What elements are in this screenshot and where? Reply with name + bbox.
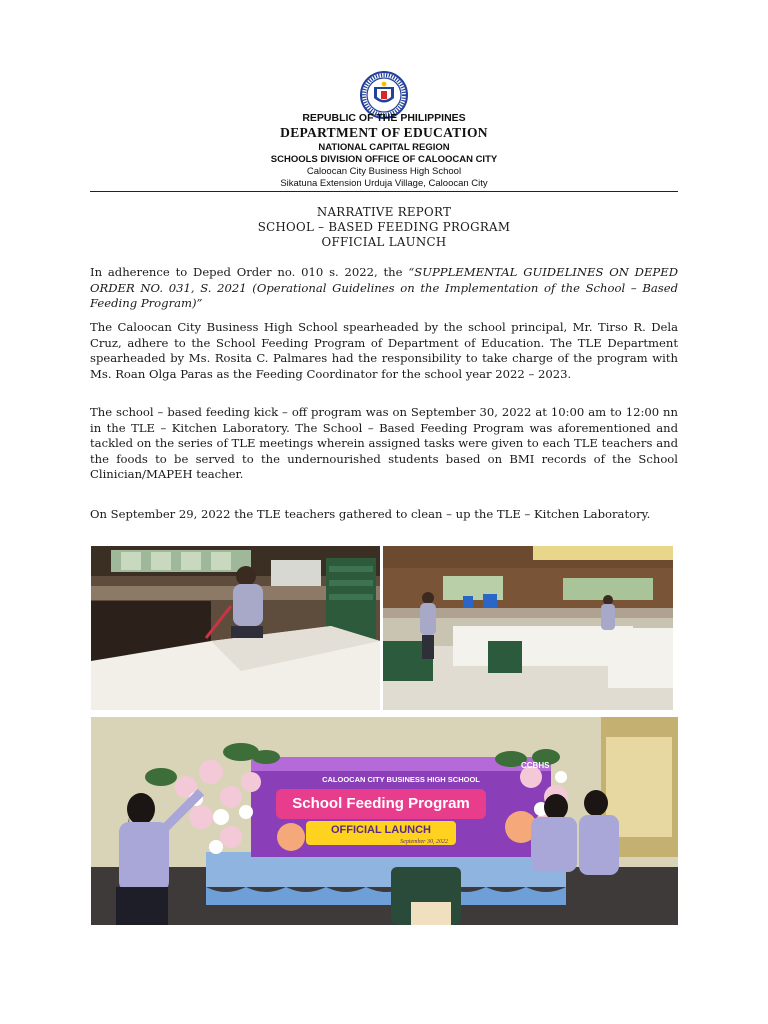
banner-date: September 30, 2022 [400, 839, 448, 845]
paragraph-cleanup: On September 29, 2022 the TLE teachers gathered to clean – up the TLE – Kitchen Laboratory. [90, 507, 651, 521]
banner-badge: CCBHS [521, 761, 550, 770]
letterhead-school: Caloocan City Business High School [306, 166, 462, 177]
paragraph-intro-guidelines: “SUPPLEMENTAL GUIDELINES ON DEPED ORDER NO. 031, S. 2021 (Operational Guidelines on the Implementation of the School – Based Feeding Program)” [90, 265, 678, 310]
photo-kitchen-lab [383, 546, 673, 710]
banner-launch-label: OFFICIAL LAUNCH [330, 824, 431, 836]
paragraph-leadership: The Caloocan City Business High School spearheaded by the school principal, Mr. Tirso R. Dela Cruz, adhere to the School Feeding Program of Department of Education. The TLE Department spearheaded by Ms. Rosita C. Palmares had the responsibility to take charge of the program with Ms. Roan Olga Paras as the Feeding Coordinator for the school year 2022 – 2023. [90, 320, 678, 381]
report-title: NARRATIVE REPORT [316, 205, 452, 219]
banner-program-title: School Feeding Program [292, 795, 470, 812]
paragraph-kickoff: The school – based feeding kick – off program was on September 30, 2022 at 10:00 am to 12:00 nn in the TLE – Kitchen Laboratory. The School – Based Feeding Program was aforementioned and tackled on the series of TLE meetings wherein assigned tasks were given to each TLE teachers and the foods to be served to the undernourished students based on BMI records of the School Clinician/MAPEH teacher. [90, 405, 678, 481]
letterhead-divider [90, 191, 678, 192]
paragraph-intro [90, 265, 678, 312]
letterhead-address: Sikatuna Extension Urduja Village, Caloocan City [280, 178, 488, 189]
report-subtitle: SCHOOL – BASED FEEDING PROGRAM [257, 220, 511, 234]
letterhead-division: SCHOOLS DIVISION OFFICE OF CALOOCAN CITY [270, 154, 498, 165]
report-subtitle-launch: OFFICIAL LAUNCH [321, 235, 447, 249]
letterhead-department: DEPARTMENT OF EDUCATION [280, 125, 488, 140]
letterhead-region: NATIONAL CAPITAL REGION [318, 142, 450, 153]
photo-banner-decoration [91, 717, 678, 925]
banner-school-name: CALOOCAN CITY BUSINESS HIGH SCHOOL [322, 775, 480, 784]
photo-kitchen-cleaning [91, 546, 380, 710]
letterhead-republic: REPUBLIC OF THE PHILIPPINES [302, 112, 466, 124]
paragraph-intro-lead: In adherence to Deped Order no. 010 s. 2022, the [90, 265, 409, 279]
